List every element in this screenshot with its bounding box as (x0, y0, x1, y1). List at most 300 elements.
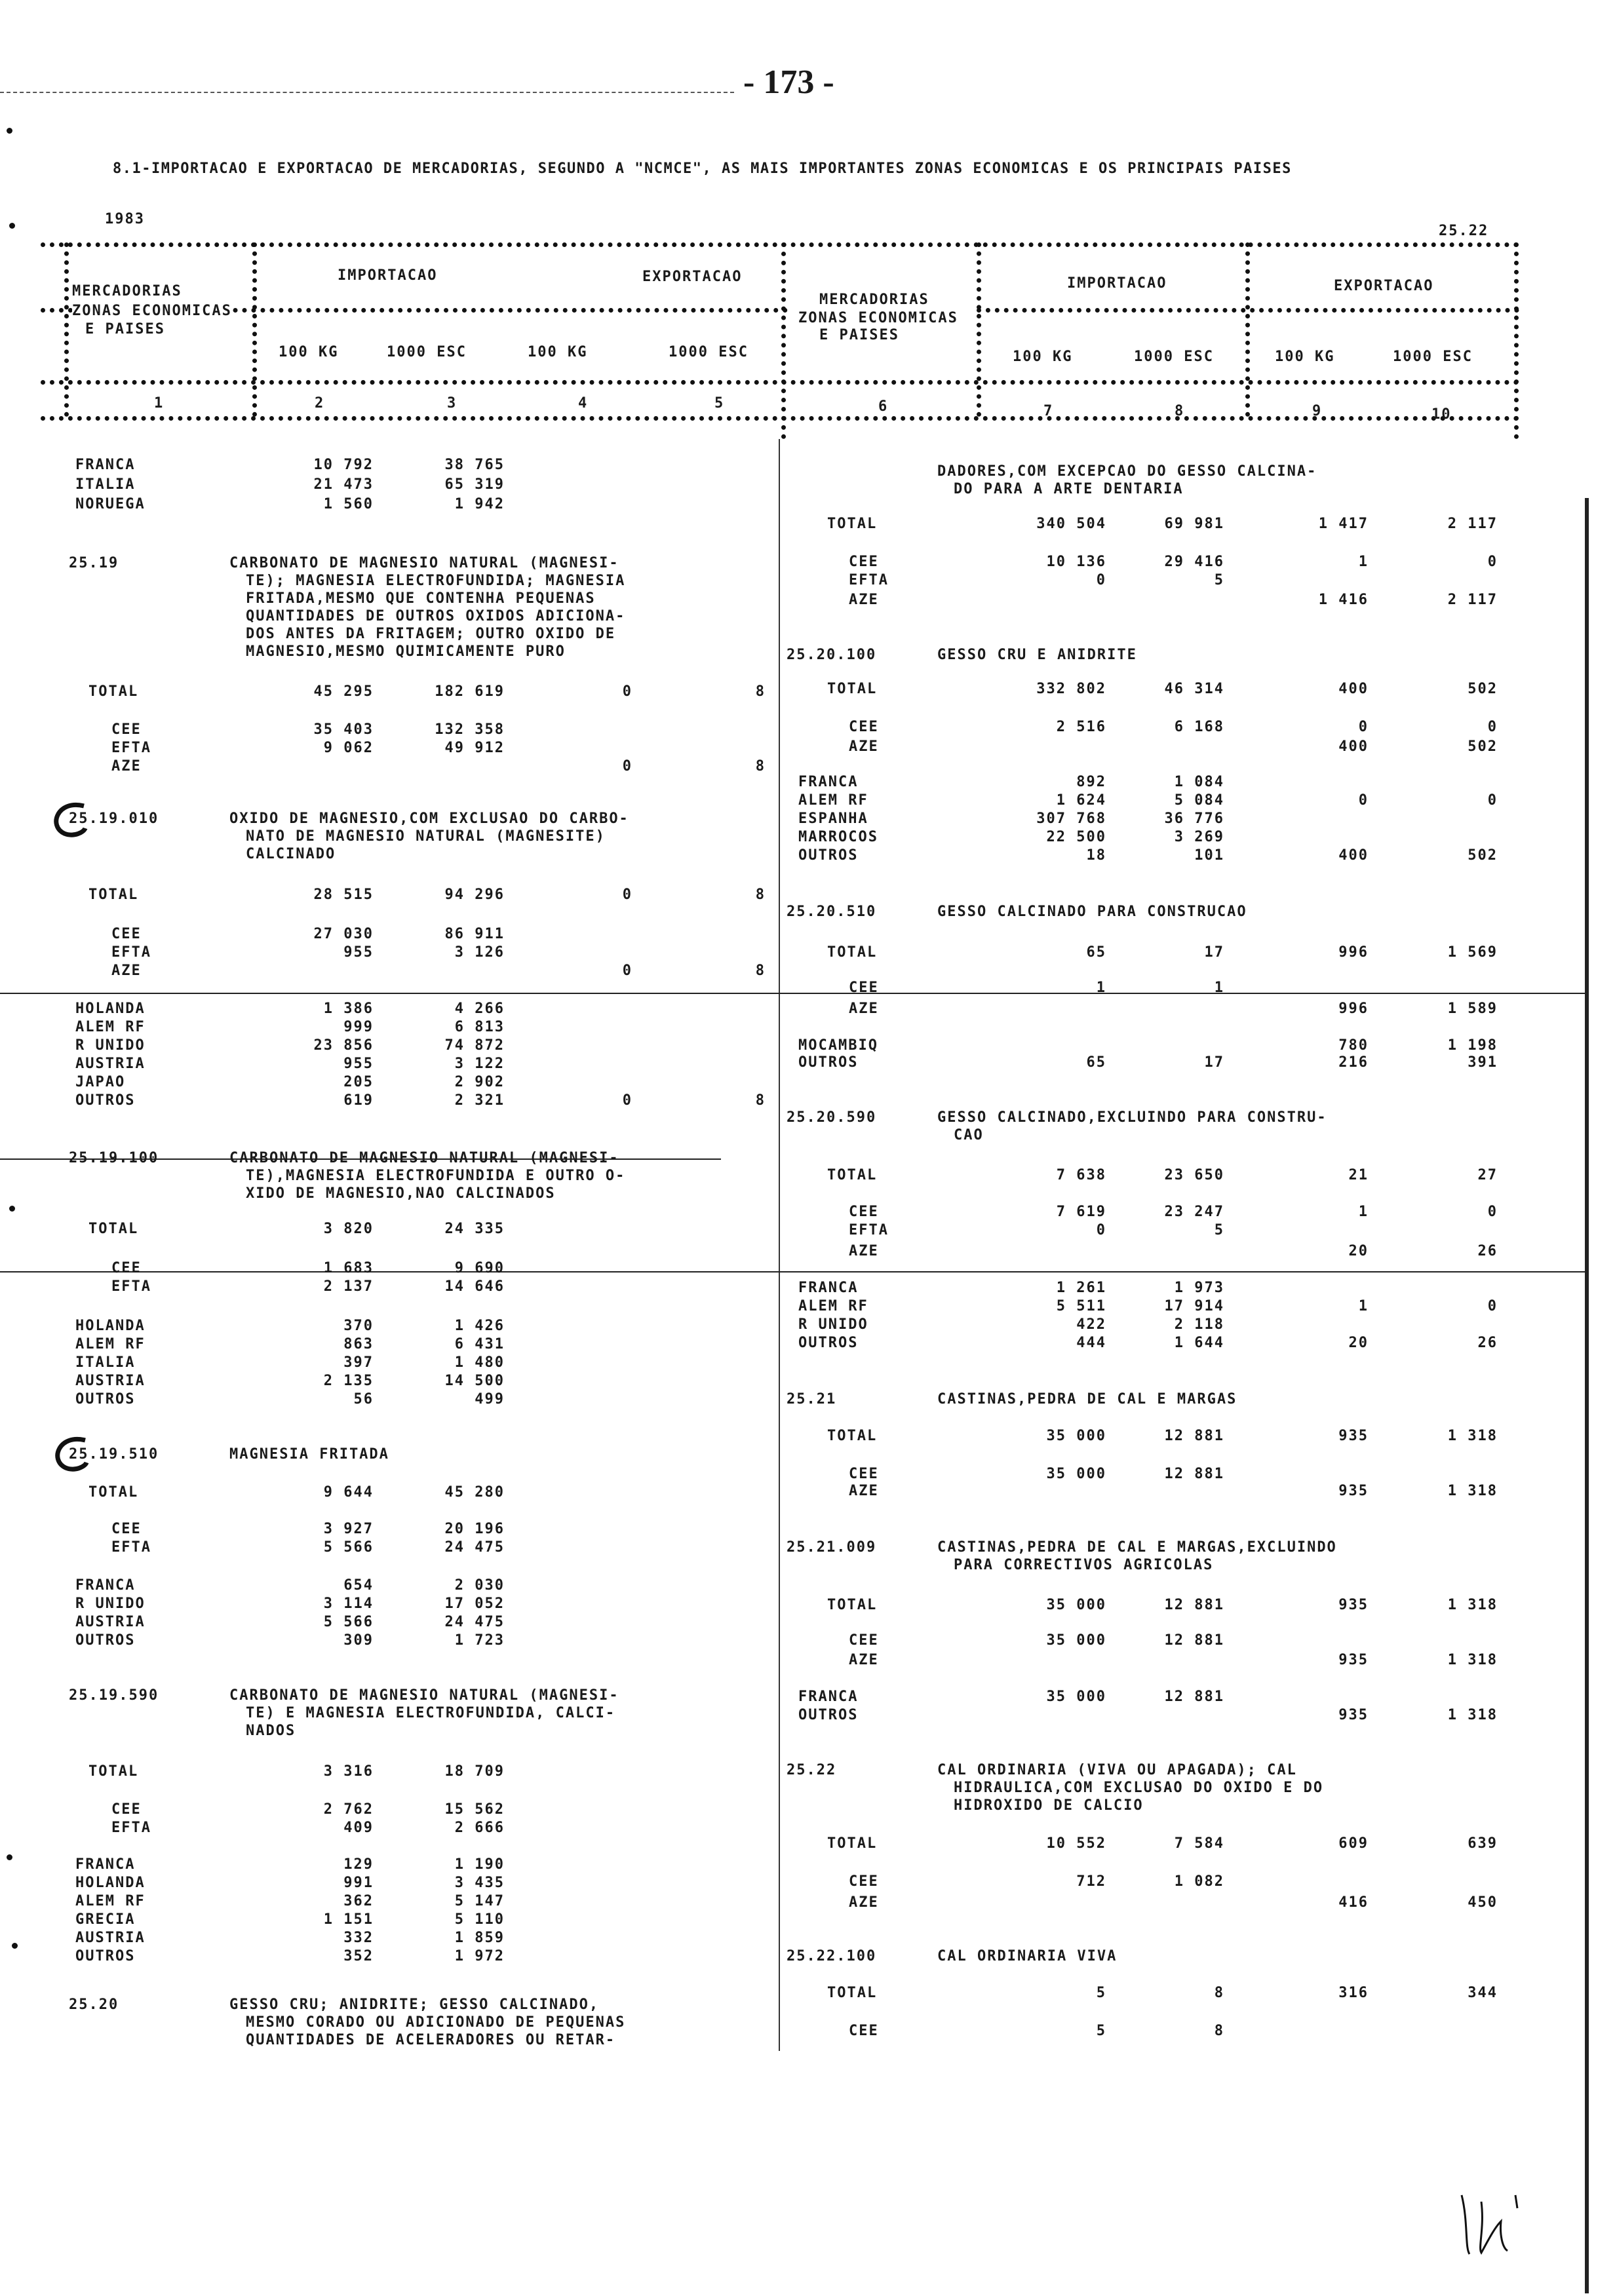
right-value-col-3: 935 (1338, 1483, 1369, 1499)
left-row-label: OUTROS (75, 1632, 136, 1649)
left-row-label: OUTROS (75, 1948, 136, 1964)
left-row-label: OUTROS (75, 1391, 136, 1407)
left-value-col-1: 999 (343, 1019, 374, 1035)
right-value-col-3: 400 (1338, 847, 1369, 864)
left-value-col-2: 2 321 (454, 1092, 505, 1109)
header-right-paises: E PAISES (819, 327, 899, 343)
left-value-col-2: 3 126 (454, 944, 505, 961)
right-row-label: CEE (849, 1632, 879, 1649)
left-item-description: MAGNESIO,MESMO QUIMICAMENTE PURO (246, 643, 566, 660)
scan-rule (0, 92, 734, 93)
right-value-col-4: 0 (1487, 554, 1498, 570)
page-title: 8.1-IMPORTACAO E EXPORTACAO DE MERCADORIAS, SEGUNDO A "NCMCE", AS MAIS IMPORTANTES ZONAS ECONOMICAS E OS PRINCIPAIS PAISES (113, 161, 1292, 177)
left-value-col-1: 955 (343, 1056, 374, 1072)
right-value-col-4: 502 (1468, 738, 1498, 755)
left-value-col-1: 1 560 (323, 496, 374, 512)
left-row-label: EFTA (111, 1278, 151, 1295)
right-value-col-2: 12 881 (1164, 1632, 1224, 1649)
right-value-col-2: 3 269 (1174, 829, 1224, 845)
scan-rule (0, 1271, 1586, 1272)
punch-mark (7, 1854, 12, 1860)
left-row-label: R UNIDO (75, 1037, 146, 1054)
left-value-col-1: 205 (343, 1074, 374, 1090)
punch-mark (12, 1943, 18, 1949)
left-item-description: TE) E MAGNESIA ELECTROFUNDIDA, CALCI- (246, 1705, 616, 1721)
right-row-label: FRANCA (798, 774, 859, 790)
left-row-label: AZE (111, 758, 142, 775)
left-value-col-1: 362 (343, 1893, 374, 1909)
right-row-label: CEE (849, 1873, 879, 1890)
header-left-zonas: ZONAS ECONOMICAS (72, 303, 232, 319)
left-row-label: FRANCA (75, 1856, 136, 1873)
punch-mark (7, 128, 12, 134)
left-value-col-1: 45 295 (313, 683, 374, 700)
header-right-esc2: 1000 ESC (1393, 349, 1473, 365)
right-row-label: OUTROS (798, 1335, 859, 1351)
right-value-col-1: 35 000 (1046, 1428, 1106, 1444)
left-row-label: TOTAL (88, 887, 139, 903)
right-value-col-4: 2 117 (1447, 516, 1498, 532)
left-value-col-1: 2 137 (323, 1278, 374, 1295)
left-row-label: EFTA (111, 944, 151, 961)
right-value-col-1: 18 (1086, 847, 1106, 864)
right-value-col-1: 22 500 (1046, 829, 1106, 845)
right-row-label: AZE (849, 1894, 879, 1911)
left-value-col-2: 1 859 (454, 1930, 505, 1946)
header-right-importacao: IMPORTACAO (1067, 275, 1167, 292)
left-row-label: 25.19.510 (69, 1446, 159, 1463)
right-value-col-2: 6 168 (1174, 719, 1224, 735)
right-row-label: AZE (849, 738, 879, 755)
left-value-col-2: 1 480 (454, 1354, 505, 1371)
right-value-col-2: 1 973 (1174, 1280, 1224, 1296)
left-value-col-2: 38 765 (444, 457, 505, 473)
left-value-col-1: 332 (343, 1930, 374, 1946)
left-value-col-1: 3 114 (323, 1596, 374, 1612)
left-value-col-2: 24 475 (444, 1539, 505, 1556)
left-value-col-1: 370 (343, 1318, 374, 1334)
left-value-col-2: 9 690 (454, 1260, 505, 1276)
right-value-col-2: 1 644 (1174, 1335, 1224, 1351)
right-row-label: TOTAL (827, 1985, 878, 2001)
left-value-col-1: 3 927 (323, 1521, 374, 1537)
right-value-col-2: 17 914 (1164, 1298, 1224, 1314)
header-vrule (781, 242, 786, 439)
left-value-col-2: 45 280 (444, 1484, 505, 1501)
left-value-col-4: 8 (755, 758, 766, 775)
right-value-col-4: 1 318 (1447, 1428, 1498, 1444)
left-value-col-2: 49 912 (444, 740, 505, 756)
right-value-col-3: 996 (1338, 944, 1369, 961)
left-value-col-1: 3 820 (323, 1221, 374, 1237)
right-row-label: OUTROS (798, 1707, 859, 1723)
header-rule-units (41, 380, 1519, 385)
chapter-label: 25.22 (1439, 223, 1489, 239)
right-value-col-4: 1 318 (1447, 1707, 1498, 1723)
left-row-label: ALEM RF (75, 1019, 146, 1035)
page-edge-shadow (1585, 498, 1589, 2293)
left-item-description: GESSO CRU; ANIDRITE; GESSO CALCINADO, (229, 1997, 600, 2013)
right-value-col-1: 1 (1096, 980, 1106, 996)
right-value-col-2: 2 118 (1174, 1316, 1224, 1333)
left-row-label: 25.19.100 (69, 1150, 159, 1166)
right-value-col-1: 7 619 (1056, 1204, 1106, 1220)
right-value-col-1: 35 000 (1046, 1466, 1106, 1482)
right-row-label: R UNIDO (798, 1316, 868, 1333)
left-value-col-4: 8 (755, 963, 766, 979)
header-left-esc2: 1000 ESC (669, 344, 749, 360)
left-value-col-1: 309 (343, 1632, 374, 1649)
left-value-col-2: 6 431 (454, 1336, 505, 1352)
left-row-label: TOTAL (88, 1763, 139, 1780)
left-value-col-2: 74 872 (444, 1037, 505, 1054)
left-row-label: OUTROS (75, 1092, 136, 1109)
right-value-col-3: 935 (1338, 1652, 1369, 1668)
right-value-col-2: 1 (1214, 980, 1224, 996)
right-value-col-3: 0 (1358, 719, 1369, 735)
right-value-col-1: 1 261 (1056, 1280, 1106, 1296)
left-value-col-4: 8 (755, 683, 766, 700)
right-value-col-4: 0 (1487, 719, 1498, 735)
left-row-label: HOLANDA (75, 1875, 146, 1891)
left-value-col-1: 9 644 (323, 1484, 374, 1501)
left-value-col-2: 1 723 (454, 1632, 505, 1649)
right-row-label: AZE (849, 592, 879, 608)
right-row-label: 25.20.510 (787, 904, 877, 920)
left-item-description: MAGNESIA FRITADA (229, 1446, 389, 1463)
left-row-label: GRECIA (75, 1911, 136, 1928)
right-value-col-4: 2 117 (1447, 592, 1498, 608)
left-value-col-3: 0 (622, 683, 632, 700)
header-vrule (64, 242, 69, 417)
left-value-col-2: 17 052 (444, 1596, 505, 1612)
right-value-col-3: 780 (1338, 1037, 1369, 1054)
left-row-label: R UNIDO (75, 1596, 146, 1612)
right-value-col-4: 502 (1468, 681, 1498, 697)
right-value-col-4: 1 318 (1447, 1652, 1498, 1668)
right-row-label: CEE (849, 980, 879, 996)
right-value-col-1: 307 768 (1036, 811, 1106, 827)
right-value-col-2: 7 584 (1174, 1835, 1224, 1852)
right-value-col-1: 35 000 (1046, 1689, 1106, 1705)
left-item-description: DOS ANTES DA FRITAGEM; OUTRO OXIDO DE (246, 626, 616, 642)
punch-mark (9, 1206, 15, 1212)
right-value-col-4: 0 (1487, 1204, 1498, 1220)
header-right-zonas: ZONAS ECONOMICAS (798, 310, 958, 326)
right-value-col-1: 0 (1096, 572, 1106, 588)
right-row-label: TOTAL (827, 1167, 878, 1183)
right-value-col-1: 35 000 (1046, 1597, 1106, 1613)
right-value-col-2: 36 776 (1164, 811, 1224, 827)
right-row-label: AZE (849, 1652, 879, 1668)
left-row-label: ITALIA (75, 1354, 136, 1371)
right-value-col-2: 23 247 (1164, 1204, 1224, 1220)
right-row-label: 25.22 (787, 1762, 837, 1778)
right-value-col-1: 0 (1096, 1222, 1106, 1238)
right-value-col-1: 340 504 (1036, 516, 1106, 532)
left-value-col-2: 3 435 (454, 1875, 505, 1891)
left-value-col-1: 409 (343, 1820, 374, 1836)
right-value-col-3: 20 (1348, 1335, 1369, 1351)
left-row-label: CEE (111, 1521, 142, 1537)
left-item-description: CARBONATO DE MAGNESIO NATURAL (MAGNESI- (229, 1687, 619, 1704)
right-row-label: FRANCA (798, 1689, 859, 1705)
right-value-col-2: 8 (1214, 1985, 1224, 2001)
right-value-col-4: 1 318 (1447, 1483, 1498, 1499)
left-item-description: CARBONATO DE MAGNESIO NATURAL (MAGNESI- (229, 555, 619, 571)
header-left-mercadorias: MERCADORIAS (72, 283, 182, 299)
left-value-col-1: 2 762 (323, 1801, 374, 1818)
right-value-col-3: 216 (1338, 1054, 1369, 1071)
column-number: 1 (154, 395, 165, 411)
right-item-description: CASTINAS,PEDRA DE CAL E MARGAS,EXCLUINDO (937, 1539, 1337, 1556)
right-row-label: CEE (849, 1466, 879, 1482)
header-right-esc1: 1000 ESC (1134, 349, 1214, 365)
left-value-col-2: 1 190 (454, 1856, 505, 1873)
right-value-col-1: 444 (1076, 1335, 1106, 1351)
header-left-exportacao: EXPORTACAO (642, 269, 743, 285)
left-value-col-2: 18 709 (444, 1763, 505, 1780)
left-value-col-2: 2 030 (454, 1577, 505, 1594)
right-value-col-4: 1 198 (1447, 1037, 1498, 1054)
right-item-description: HIDRAULICA,COM EXCLUSAO DO OXIDO E DO (954, 1780, 1324, 1796)
right-value-col-2: 29 416 (1164, 554, 1224, 570)
right-value-col-4: 1 569 (1447, 944, 1498, 961)
right-row-label: TOTAL (827, 1428, 878, 1444)
left-value-col-2: 94 296 (444, 887, 505, 903)
right-value-col-3: 609 (1338, 1835, 1369, 1852)
left-value-col-1: 654 (343, 1577, 374, 1594)
left-value-col-2: 14 646 (444, 1278, 505, 1295)
right-item-description: HIDROXIDO DE CALCIO (954, 1797, 1144, 1814)
right-row-label: 25.22.100 (787, 1948, 877, 1964)
right-value-col-1: 5 (1096, 1985, 1106, 2001)
right-row-label: OUTROS (798, 847, 859, 864)
right-item-description: CAL ORDINARIA (VIVA OU APAGADA); CAL (937, 1762, 1297, 1778)
left-item-description: TE); MAGNESIA ELECTROFUNDIDA; MAGNESIA (246, 573, 626, 589)
left-row-label: HOLANDA (75, 1318, 146, 1334)
column-number: 3 (447, 395, 457, 411)
left-value-col-1: 27 030 (313, 926, 374, 942)
left-row-label: AUSTRIA (75, 1930, 146, 1946)
right-value-col-2: 12 881 (1164, 1597, 1224, 1613)
left-value-col-2: 4 266 (454, 1001, 505, 1017)
left-value-col-1: 56 (353, 1391, 374, 1407)
column-number: 7 (1043, 403, 1054, 419)
left-value-col-2: 182 619 (435, 683, 505, 700)
left-row-label: AUSTRIA (75, 1373, 146, 1389)
header-vrule (1514, 242, 1519, 439)
right-row-label: 25.21.009 (787, 1539, 877, 1556)
right-value-col-4: 502 (1468, 847, 1498, 864)
left-value-col-2: 2 666 (454, 1820, 505, 1836)
header-left-kg1: 100 KG (279, 344, 339, 360)
left-value-col-2: 2 902 (454, 1074, 505, 1090)
left-row-label: 25.20 (69, 1997, 119, 2013)
left-item-description: QUANTIDADES DE OUTROS OXIDOS ADICIONA- (246, 608, 626, 624)
column-number: 9 (1312, 403, 1323, 419)
right-row-label: MOCAMBIQ (798, 1037, 878, 1054)
left-value-col-1: 21 473 (313, 476, 374, 493)
left-value-col-2: 15 562 (444, 1801, 505, 1818)
right-row-label: AZE (849, 1243, 879, 1259)
right-value-col-3: 21 (1348, 1167, 1369, 1183)
header-vrule (977, 242, 981, 417)
right-value-col-4: 1 589 (1447, 1001, 1498, 1017)
right-value-col-1: 65 (1086, 944, 1106, 961)
right-row-label: AZE (849, 1001, 879, 1017)
right-value-col-4: 26 (1477, 1243, 1498, 1259)
column-number: 8 (1175, 403, 1185, 419)
right-value-col-3: 1 (1358, 1204, 1369, 1220)
left-row-label: CEE (111, 926, 142, 942)
right-value-col-1: 5 511 (1056, 1298, 1106, 1314)
left-item-description: CALCINADO (246, 846, 336, 862)
column-number: 5 (714, 395, 725, 411)
header-right-kg2: 100 KG (1275, 349, 1335, 365)
left-row-label: AZE (111, 963, 142, 979)
right-item-description: PARA CORRECTIVOS AGRICOLAS (954, 1557, 1214, 1573)
left-value-col-1: 23 856 (313, 1037, 374, 1054)
left-value-col-1: 1 151 (323, 1911, 374, 1928)
left-value-col-1: 3 316 (323, 1763, 374, 1780)
right-value-col-3: 1 (1358, 554, 1369, 570)
left-row-label: 25.19 (69, 555, 119, 571)
right-item-description: DADORES,COM EXCEPCAO DO GESSO CALCINA- (937, 463, 1317, 480)
left-item-description: FRITADA,MESMO QUE CONTENHA PEQUENAS (246, 590, 596, 607)
right-value-col-1: 10 136 (1046, 554, 1106, 570)
right-value-col-3: 935 (1338, 1597, 1369, 1613)
right-value-col-3: 20 (1348, 1243, 1369, 1259)
header-left-kg2: 100 KG (528, 344, 588, 360)
right-value-col-1: 892 (1076, 774, 1106, 790)
right-value-col-1: 10 552 (1046, 1835, 1106, 1852)
header-right-mercadorias: MERCADORIAS (819, 292, 929, 308)
right-row-label: ESPANHA (798, 811, 868, 827)
left-row-label: TOTAL (88, 1484, 139, 1501)
right-row-label: CEE (849, 554, 879, 570)
right-value-col-4: 27 (1477, 1167, 1498, 1183)
left-row-label: ALEM RF (75, 1336, 146, 1352)
left-value-col-1: 352 (343, 1948, 374, 1964)
right-row-label: CEE (849, 2023, 879, 2039)
right-value-col-1: 422 (1076, 1316, 1106, 1333)
scan-rule (0, 993, 1586, 994)
left-row-label: CEE (111, 1260, 142, 1276)
left-item-description: XIDO DE MAGNESIO,NAO CALCINADOS (246, 1185, 556, 1202)
right-item-description: CAO (954, 1127, 984, 1143)
header-rule-top (41, 242, 1519, 247)
right-item-description: DO PARA A ARTE DENTARIA (954, 481, 1184, 497)
left-row-label: ITALIA (75, 476, 136, 493)
left-value-col-1: 10 792 (313, 457, 374, 473)
left-row-label: EFTA (111, 1539, 151, 1556)
header-left-esc1: 1000 ESC (387, 344, 467, 360)
left-value-col-1: 28 515 (313, 887, 374, 903)
right-item-description: CASTINAS,PEDRA DE CAL E MARGAS (937, 1391, 1237, 1407)
right-value-col-2: 5 (1214, 572, 1224, 588)
left-value-col-2: 5 147 (454, 1893, 505, 1909)
left-row-label: HOLANDA (75, 1001, 146, 1017)
left-item-description: TE),MAGNESIA ELECTROFUNDIDA E OUTRO O- (246, 1168, 626, 1184)
left-value-col-2: 24 335 (444, 1221, 505, 1237)
right-item-description: GESSO CALCINADO PARA CONSTRUCAO (937, 904, 1247, 920)
year-label: 1983 (105, 211, 145, 227)
right-row-label: CEE (849, 1204, 879, 1220)
right-value-col-3: 316 (1338, 1985, 1369, 2001)
right-item-description: GESSO CALCINADO,EXCLUINDO PARA CONSTRU- (937, 1109, 1327, 1126)
right-value-col-4: 0 (1487, 1298, 1498, 1314)
left-row-label: ALEM RF (75, 1893, 146, 1909)
right-value-col-2: 17 (1204, 1054, 1224, 1071)
left-row-label: TOTAL (88, 683, 139, 700)
right-row-label: 25.20.590 (787, 1109, 877, 1126)
header-right-exportacao: EXPORTACAO (1334, 278, 1434, 294)
right-value-col-3: 400 (1338, 738, 1369, 755)
left-row-label: JAPAO (75, 1074, 126, 1090)
right-row-label: 25.20.100 (787, 647, 877, 663)
left-row-label: 25.19.590 (69, 1687, 159, 1704)
left-row-label: AUSTRIA (75, 1614, 146, 1630)
right-value-col-1: 35 000 (1046, 1632, 1106, 1649)
right-row-label: TOTAL (827, 1835, 878, 1852)
left-value-col-2: 1 426 (454, 1318, 505, 1334)
right-value-col-2: 12 881 (1164, 1466, 1224, 1482)
left-value-col-2: 14 500 (444, 1373, 505, 1389)
left-value-col-3: 0 (622, 1092, 632, 1109)
header-vrule (1245, 242, 1250, 417)
right-value-col-1: 7 638 (1056, 1167, 1106, 1183)
left-value-col-1: 863 (343, 1336, 374, 1352)
right-value-col-1: 1 624 (1056, 792, 1106, 809)
left-item-description: NATO DE MAGNESIO NATURAL (MAGNESITE) (246, 828, 606, 845)
left-value-col-3: 0 (622, 758, 632, 775)
left-value-col-1: 619 (343, 1092, 374, 1109)
column-number: 10 (1431, 406, 1452, 423)
left-item-description: QUANTIDADES DE ACELERADORES OU RETAR- (246, 2032, 616, 2048)
right-row-label: TOTAL (827, 1597, 878, 1613)
left-value-col-1: 129 (343, 1856, 374, 1873)
left-item-description: OXIDO DE MAGNESIO,COM EXCLUSAO DO CARBO- (229, 811, 629, 827)
left-value-col-1: 397 (343, 1354, 374, 1371)
left-value-col-2: 6 813 (454, 1019, 505, 1035)
right-row-label: ALEM RF (798, 792, 868, 809)
right-row-label: TOTAL (827, 516, 878, 532)
right-value-col-3: 935 (1338, 1707, 1369, 1723)
right-value-col-1: 332 802 (1036, 681, 1106, 697)
left-value-col-1: 35 403 (313, 721, 374, 738)
right-value-col-4: 450 (1468, 1894, 1498, 1911)
right-row-label: EFTA (849, 1222, 889, 1238)
right-row-label: TOTAL (827, 681, 878, 697)
curl-mark (45, 799, 90, 839)
right-value-col-1: 5 (1096, 2023, 1106, 2039)
left-value-col-1: 5 566 (323, 1614, 374, 1630)
left-value-col-1: 2 135 (323, 1373, 374, 1389)
left-item-description: CARBONATO DE MAGNESIO NATURAL (MAGNESI- (229, 1150, 619, 1166)
left-value-col-3: 0 (622, 963, 632, 979)
right-item-description: GESSO CRU E ANIDRITE (937, 647, 1137, 663)
left-value-col-1: 1 683 (323, 1260, 374, 1276)
left-value-col-2: 3 122 (454, 1056, 505, 1072)
left-value-col-2: 5 110 (454, 1911, 505, 1928)
column-number: 2 (315, 395, 325, 411)
right-value-col-2: 69 981 (1164, 516, 1224, 532)
right-value-col-2: 101 (1194, 847, 1224, 864)
left-row-label: TOTAL (88, 1221, 139, 1237)
right-row-label: FRANCA (798, 1280, 859, 1296)
right-value-col-4: 391 (1468, 1054, 1498, 1071)
